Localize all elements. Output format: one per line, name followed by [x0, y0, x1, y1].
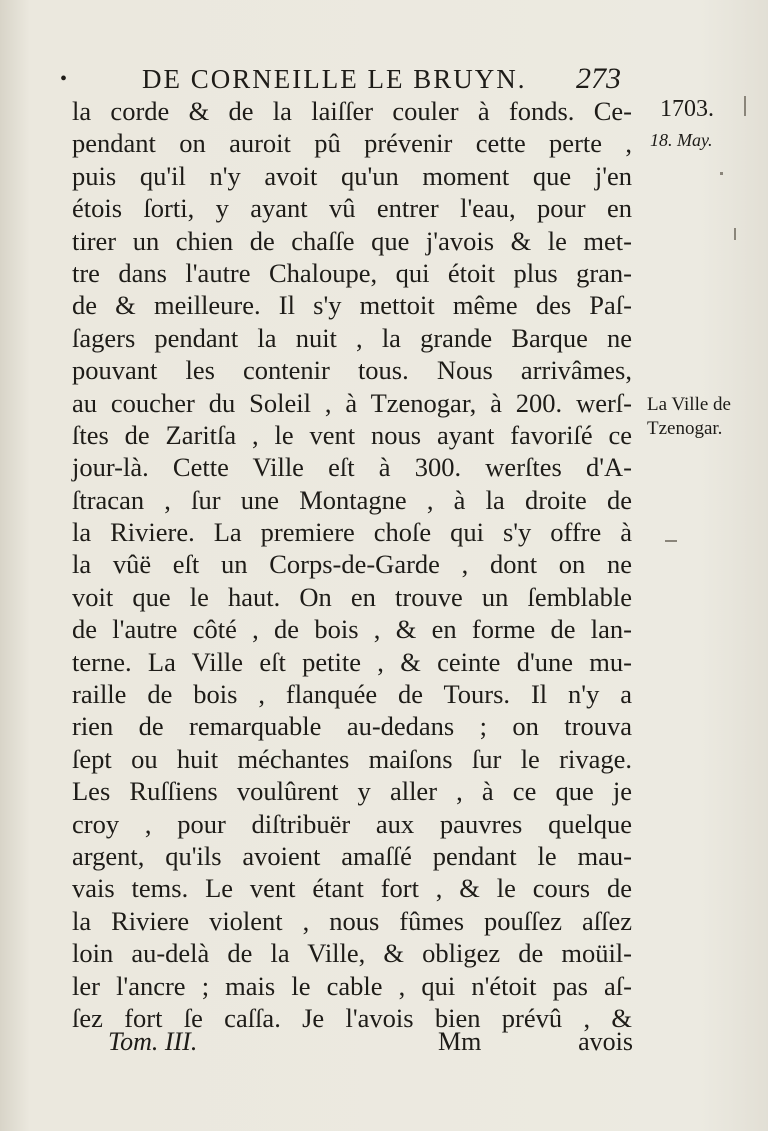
text-line: la corde & de la laiſſer couler à fonds. Ce- [72, 96, 632, 126]
text-line: croy , pour diſtribuër aux pauvres quelque [72, 808, 632, 839]
running-title: DE CORNEILLE LE BRUYN. [142, 64, 527, 94]
text-line: loin au-delà de la Ville, & obligez de moüil- [72, 938, 632, 969]
signature-mark: Mm [438, 1027, 482, 1056]
text-line: raille de bois , flanquée de Tours. Il n'y a [72, 679, 632, 710]
margin-speck [720, 172, 723, 175]
text-line: rien de remarquable au-dedans ; on trouva [72, 711, 632, 742]
text-line: vais tems. Le vent étant fort , & le cours de [72, 873, 632, 904]
text-line: ſez fort ſe caſſa. Je l'avois bien prévû , & [72, 1002, 632, 1033]
text-line: de l'autre côté , de bois , & en forme de lan- [72, 614, 632, 645]
tome-label: Tom. III. [108, 1027, 198, 1056]
text-line: ſtes de Zaritſa , le vent nous ayant favoriſé ce [72, 419, 632, 450]
body-text [72, 95, 632, 1034]
margin-speck [734, 228, 736, 240]
text-line: ſtracan , ſur une Montagne , à la droite de [72, 484, 632, 515]
text-line: ler l'ancre ; mais le cable , qui n'étoit pas aſ- [72, 970, 632, 1001]
text-line: Les Ruſſiens voulûrent y aller , à ce que je [72, 776, 632, 807]
margin-city-note: La Ville de Tzenogar. [647, 394, 731, 439]
text-line: puis qu'il n'y avoit qu'un moment que j'en [72, 160, 632, 191]
text-line: pouvant les contenir tous. Nous arrivâmes, [72, 355, 632, 386]
text-line: la Riviere. La premiere choſe qui s'y offre à [72, 517, 632, 548]
text-line: la Riviere violent , nous fûmes pouſſez aſſez [72, 905, 632, 936]
page-footer [108, 1027, 633, 1063]
header-bullet: • [60, 68, 68, 90]
text-line: la vûë eſt un Corps-de-Garde , dont on ne [72, 549, 632, 580]
text-line: voit que le haut. On en trouve un ſemblable [72, 581, 632, 612]
page-number: 273 [576, 62, 621, 95]
text-line: étois ſorti, y ayant vû entrer l'eau, pour en [72, 193, 632, 224]
margin-speck [744, 96, 746, 116]
margin-date: 18. May. [650, 130, 713, 150]
text-line: de & meilleure. Il s'y mettoit même des Paſ- [72, 290, 632, 321]
text-line: terne. La Ville eſt petite , & ceinte d'une mu- [72, 646, 632, 677]
text-line: pendant on auroit pû prévenir cette perte , [72, 128, 632, 159]
text-line: ſagers pendant la nuit , la grande Barque ne [72, 322, 632, 353]
text-line: tre dans l'autre Chaloupe, qui étoit plus gran- [72, 257, 632, 288]
margin-speck [665, 540, 677, 542]
margin-year: 1703. [660, 96, 714, 122]
text-line: argent, qu'ils avoient amaſſé pendant le mau- [72, 840, 632, 871]
catchword: avois [578, 1027, 633, 1056]
text-line: jour-là. Cette Ville eſt à 300. werſtes d'A- [72, 452, 632, 483]
text-line: ſept ou huit méchantes maiſons ſur le rivage. [72, 743, 632, 774]
text-line: au coucher du Soleil , à Tzenogar, à 200. werſ- [72, 387, 632, 418]
text-line: tirer un chien de chaſſe que j'avois & le met- [72, 225, 632, 256]
